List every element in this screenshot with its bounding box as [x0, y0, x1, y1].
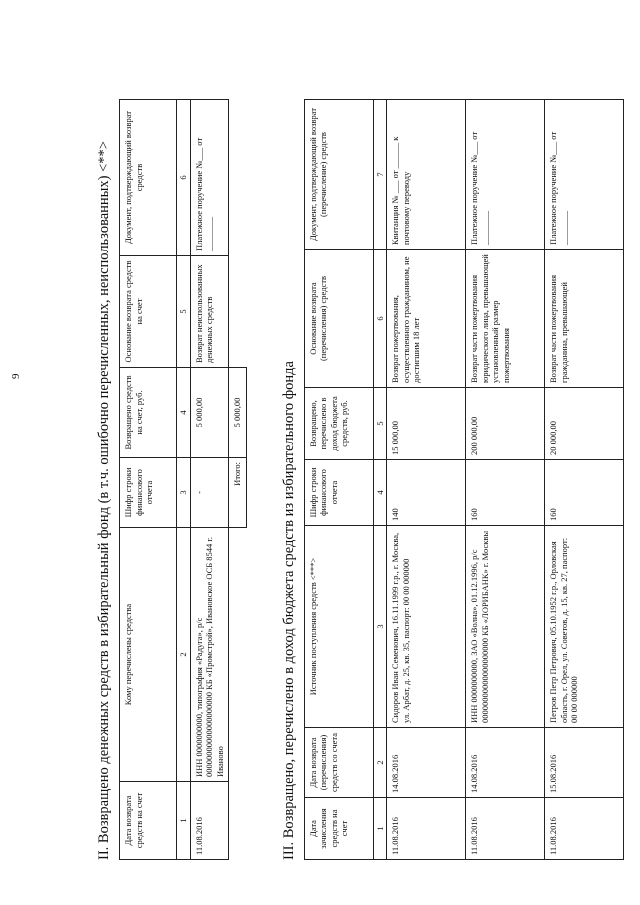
- total-value: 5 000,00: [229, 368, 247, 458]
- table-cell: 200 000,00: [466, 388, 545, 460]
- table-cell: 160: [545, 460, 624, 526]
- header-cell: Дата зачисления средств на счет: [304, 798, 373, 860]
- header-cell: Шифр строки финансового отчета: [304, 460, 373, 526]
- table-cell: 14.08.2016: [387, 728, 466, 798]
- header-cell: Возвращено, перечислено в доход бюджета средств, руб.: [304, 388, 373, 460]
- header-cell: Документ, подтверждающий возврат (перечисление) средств: [304, 100, 373, 250]
- column-number: 4: [177, 368, 191, 458]
- table-cell: 11.08.2016: [545, 798, 624, 860]
- table-cell: Платежное поручение №___ от ________: [190, 100, 229, 256]
- column-number: 1: [177, 782, 191, 860]
- table-row: [190, 100, 229, 860]
- section-2-table: [119, 99, 247, 860]
- table-cell: 140: [387, 460, 466, 526]
- total-row: [229, 100, 247, 860]
- column-number: 6: [177, 100, 191, 256]
- table-cell: ИНН 0000000000, типография «Радуга», р/с 00000000000000000000 КБ «Промстрой», Ивановское ОСБ 8544 г. Иваново: [190, 528, 229, 782]
- column-number: 2: [373, 728, 387, 798]
- column-number: 3: [373, 526, 387, 728]
- table-cell: 5 000,00: [190, 368, 229, 458]
- table-row: [545, 100, 624, 860]
- table-row: [387, 100, 466, 860]
- table-cell: ИНН 0000000000, ЗАО «Волна», 01.12.1996, р/с 00000000000000000000 КБ «ЛОРИБАНК» г. Москвы: [466, 526, 545, 728]
- table-cell: Возврат части пожертвования юридического лица, превышающей установленный размер пожертвования: [466, 250, 545, 388]
- header-cell: Возвращено средств на счет, руб.: [120, 368, 177, 458]
- section-2-title: II. Возвращено денежных средств в избирательный фонд (в т.ч. ошибочно перечисленных, неиспользованных) <**>: [96, 141, 112, 860]
- table-cell: 15 000,00: [387, 388, 466, 460]
- header-cell: Дата возврата средств на счет: [120, 782, 177, 860]
- header-cell: Шифр строки финансового отчета: [120, 458, 177, 528]
- table-cell: Возврат неиспользованных денежных средств: [190, 256, 229, 368]
- column-number: 1: [373, 798, 387, 860]
- header-cell: Документ, подтверждающий возврат средств: [120, 100, 177, 256]
- column-number: 7: [373, 100, 387, 250]
- table-cell: 15.08.2016: [545, 728, 624, 798]
- header-cell: Основание возврата средств на счет: [120, 256, 177, 368]
- table-cell: 20 000,00: [545, 388, 624, 460]
- table-row: [466, 100, 545, 860]
- table-cell: Возврат части пожертвования гражданина, превышающей: [545, 250, 624, 388]
- table-cell: Квитанция № ___ от ______ к почтовому переводу: [387, 100, 466, 250]
- table-cell: 11.08.2016: [387, 798, 466, 860]
- table-cell: -: [190, 458, 229, 528]
- rotated-content: [96, 60, 624, 860]
- column-number: 5: [177, 256, 191, 368]
- table-cell: 160: [466, 460, 545, 526]
- column-number: 4: [373, 460, 387, 526]
- table-cell: Петров Петр Петрович, 05.10.1952 г.р., Орловская область, г. Орел, ул. Советов, д. 15, кв. 27, паспорт: 00 00 000000: [545, 526, 624, 728]
- table-cell: Возврат пожертвования, осуществленного гражданином, не достигшим 18 лет: [387, 250, 466, 388]
- page-number: 9: [10, 373, 22, 379]
- section-3-table: [304, 99, 625, 860]
- header-cell: Основание возврата (перечисления) средств: [304, 250, 373, 388]
- column-number: 2: [177, 528, 191, 782]
- header-cell: Источник поступления средств <***>: [304, 526, 373, 728]
- column-number: 6: [373, 250, 387, 388]
- table-cell: 11.08.2016: [466, 798, 545, 860]
- table-cell: Сидоров Иван Семенович, 16.11.1999 г.р., г. Москва, ул. Арбат, д. 25, кв. 35, паспорт: 00 00 000000: [387, 526, 466, 728]
- header-cell: Дата возврата (перечисления) средств со счета: [304, 728, 373, 798]
- column-number: 3: [177, 458, 191, 528]
- column-number: 5: [373, 388, 387, 460]
- table-cell: Платежное поручение №___ от ________: [545, 100, 624, 250]
- table-cell: 14.08.2016: [466, 728, 545, 798]
- total-label: Итого:: [229, 458, 247, 528]
- header-cell: Кому перечислены средства: [120, 528, 177, 782]
- section-3-title: III. Возвращено, перечислено в доход бюджета средств из избирательного фонда: [280, 361, 297, 860]
- table-cell: 11.08.2016: [190, 782, 229, 860]
- table-cell: Платежное поручение №___ от ________: [466, 100, 545, 250]
